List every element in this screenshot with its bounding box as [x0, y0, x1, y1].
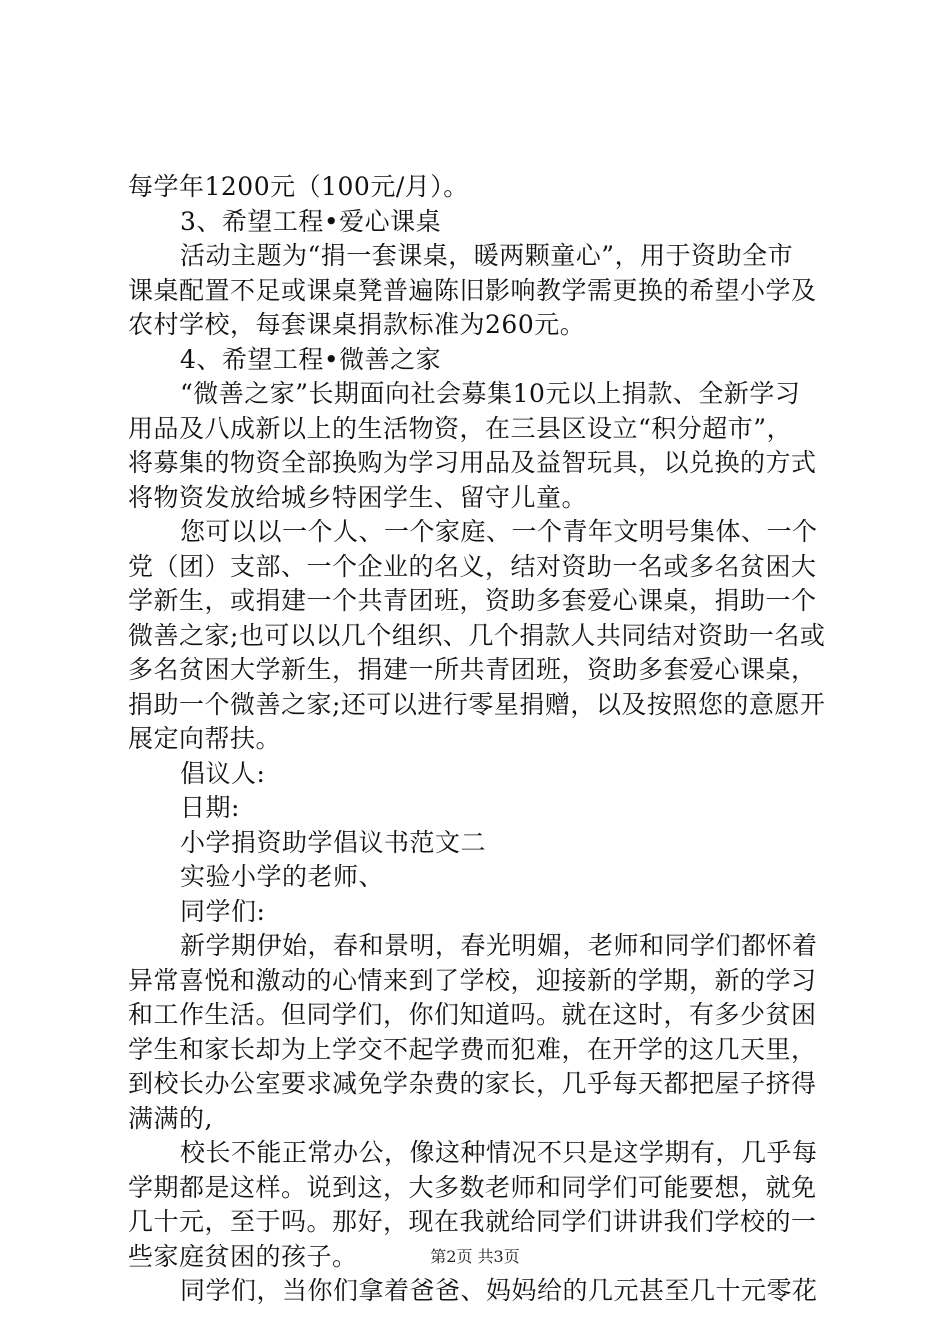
initiator-label: 倡议人: [180, 758, 266, 788]
salutation: 实验小学的老师、 [180, 862, 385, 891]
text-line: 些家庭贫困的孩子。 [128, 1241, 358, 1271]
text-line: 学新生，或捐建一个共青团班，资助多套爱心课桌，捐助一个 [128, 586, 817, 615]
date-label: 日期: [180, 793, 240, 822]
text-line: 异常喜悦和激动的心情来到了学校，迎接新的学期，新的学习 [128, 965, 817, 995]
text-line: 农村学校，每套课桌捐款标准为260元。 [128, 310, 586, 339]
text-line: 学生和家长却为上学交不起学费而犯难，在开学的这几天里， [128, 1034, 817, 1064]
text-line: 党（团）支部、一个企业的名义，结对资助一名或多名贫困大 [128, 551, 817, 581]
text-line: 学期都是这样。说到这，大多数老师和同学们可能要想，就免 [128, 1172, 817, 1202]
text-line: 同学们，当你们拿着爸爸、妈妈给的几元甚至几十元零花 [180, 1276, 818, 1305]
text-line: 将募集的物资全部换购为学习用品及益智玩具，以兑换的方式 [128, 448, 817, 477]
text-line: 和工作生活。但同学们，你们知道吗。就在这时，有多少贫困 [128, 1000, 817, 1029]
document-body [128, 170, 840, 1309]
text-line: 展定向帮扶。 [128, 724, 282, 753]
text-line: 到校长办公室要求减免学杂费的家长，几乎每天都把屋子挤得 [128, 1069, 817, 1098]
text-line: 将物资发放给城乡特困学生、留守儿童。 [128, 482, 588, 512]
document-subtitle: 小学捐资助学倡议书范文二 [180, 827, 487, 857]
text-line: 课桌配置不足或课桌凳普遍陈旧影响教学需更换的希望小学及 [128, 275, 817, 305]
text-line: “微善之家”长期面向社会募集10元以上捐款、全新学习 [180, 379, 801, 408]
text-line: 满满的, [128, 1103, 213, 1133]
text-line: 活动主题为“捐一套课桌，暖两颗童心”，用于资助全市 [180, 241, 794, 270]
text-line: 捐助一个微善之家;还可以进行零星捐赠，以及按照您的意愿开 [128, 689, 826, 719]
text-line: 几十元，至于吗。那好，现在我就给同学们讲讲我们学校的一 [128, 1207, 817, 1236]
section-heading: 4、希望工程•微善之家 [180, 344, 442, 374]
text-line: 校长不能正常办公，像这种情况不只是这学期有，几乎每 [180, 1138, 818, 1167]
text-line: 新学期伊始，春和景明，春光明媚，老师和同学们都怀着 [180, 931, 818, 960]
section-heading: 3、希望工程•爱心课桌 [180, 206, 442, 236]
text-line: 每学年1200元（100元/月）。 [128, 172, 469, 201]
text-line: 多名贫困大学新生，捐建一所共青团班，资助多套爱心课桌， [128, 655, 817, 684]
text-line: 您可以以一个人、一个家庭、一个青年文明号集体、一个 [180, 517, 818, 546]
page-number-footer: 第2页 共3页 [430, 1247, 520, 1266]
text-line: 微善之家;也可以以几个组织、几个捐款人共同结对资助一名或 [128, 620, 826, 650]
text-line: 用品及八成新以上的生活物资，在三县区设立“积分超市”， [128, 413, 793, 443]
salutation: 同学们: [180, 896, 266, 926]
